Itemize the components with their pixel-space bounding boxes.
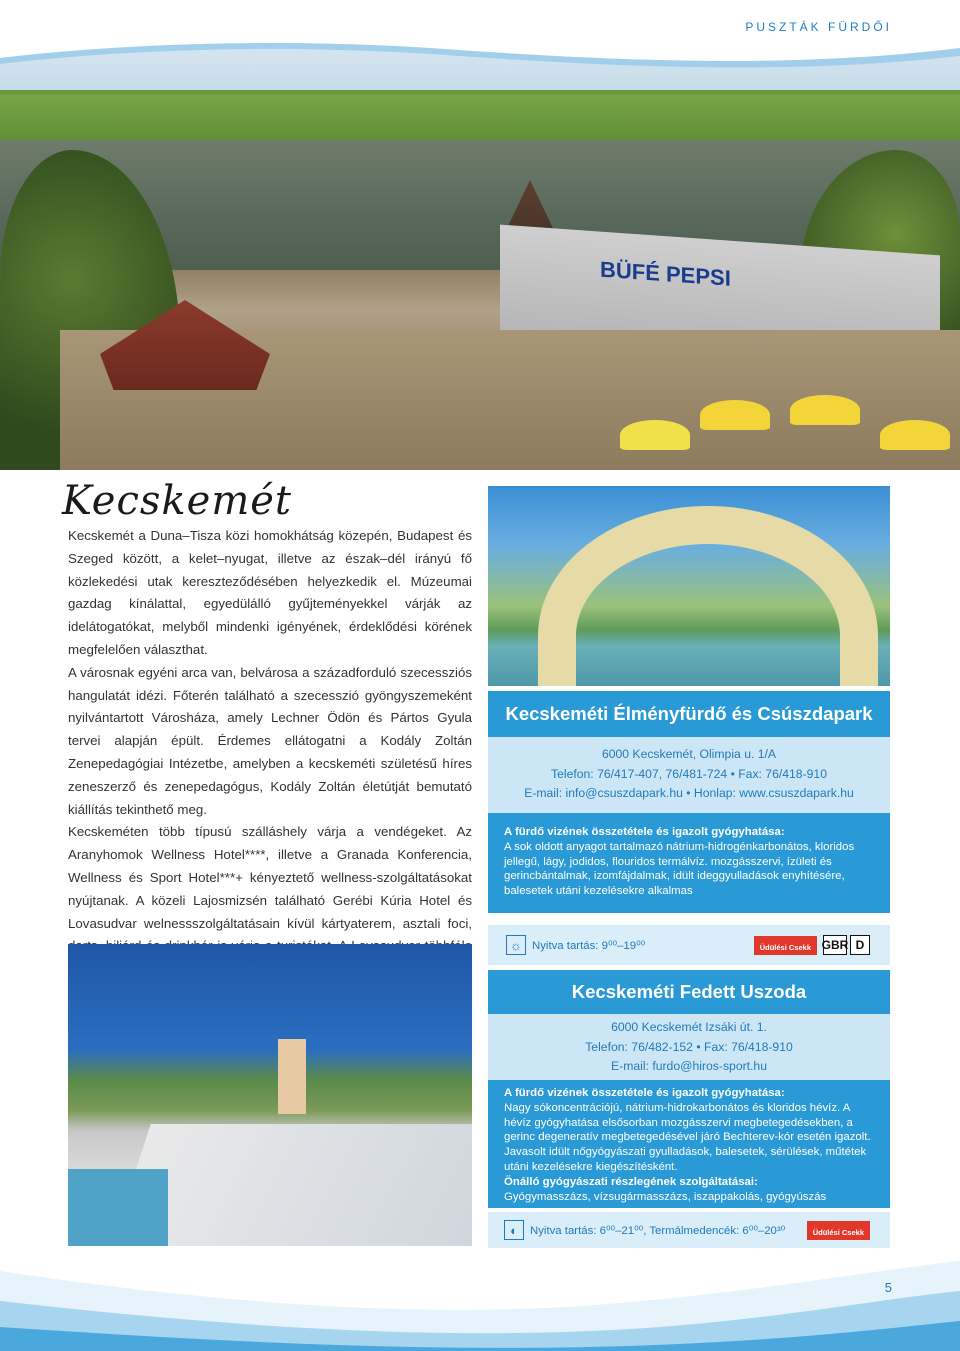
- top-wave-decoration: [0, 0, 960, 70]
- article-paragraph: Kecskemét a Duna–Tisza közi homokhátság közepén, Budapest és Szeged között, a kelet–nyugat, illetve az észak–dél irányú fő közlekedési utak kereszteződésében helyezkedik el. Múzeumai gazdag kínálattal, egyedülálló gyűjteményekkel várják az idelátogatókat, melyből mindenki igényének, érdeklődési körének megfelelően választhat.: [68, 528, 472, 657]
- venue2-services-heading: Önálló gyógyászati részlegének szolgáltatásai:: [504, 1175, 758, 1188]
- venue1-phone: Telefon: 76/417-407, 76/481-724 • Fax: 76/418-910: [551, 766, 827, 781]
- udulesi-csekk-badge: Üdülési Csekk: [754, 936, 817, 955]
- venue2-email[interactable]: E-mail: furdo@hiros-sport.hu: [611, 1059, 767, 1073]
- venue1-email[interactable]: E-mail: info@csuszdapark.hu • Honlap: www.csuszdapark.hu: [524, 786, 854, 800]
- bottom-wave-decoration: [0, 1231, 960, 1351]
- venue1-info-text: A sok oldott anyagot tartalmazó nátrium-hidrogénkarbonátos, kloridos jellegű, lágy, jodidos, flouridos termálvíz. mozgásszervi, ízületi és gerincbántalmak, izomfájdalmak, idült ideggyulladások enyhítésére, balesetek utáni kezelésekre alkalmas: [504, 840, 855, 898]
- venue2-contact: [488, 1014, 890, 1080]
- article-title: Kecskemét: [62, 478, 292, 524]
- venue1-info-heading: A fürdő vizének összetétele és igazolt gyógyhatása:: [504, 826, 785, 838]
- venue1-info: [488, 813, 890, 913]
- gbr-badge: GBR: [823, 935, 847, 955]
- venue2-info: [488, 1080, 890, 1208]
- article-paragraph: Kecskeméten több típusú szálláshely várja a vendégeket. Az Aranyhomok Wellness Hotel****, illetve a Granada Konferencia, Wellness és Sport Hotel***+ kényeztető wellness-szolgáltatásokat nyújtanak. A közeli Lajosmizsén található Gerébi Kúria Hotel és Lovasudvar welnessszolgáltatásain kívül kártyaterem, asztali foci,: [68, 824, 472, 931]
- article-paragraph: A városnak egyéni arca van, belvárosa a századforduló szecessziós hangulatát idézi. Főterén található a szecesszió gyöngyszemeként nyilvántartott Városháza, amely Lechner Ödön és Pártos Gyula tervei alapján épült. Érdemes ellátogatni a Kodály Zoltán Zenepedagógiai Intézetbe, amelyben a kecskeméti születésű híres zeneszerző és zenepedagógus, Kodály Zoltán életútját bemutató kiállítás tekinthető meg.: [68, 664, 472, 817]
- waterslide-photo: [68, 944, 472, 1246]
- udulesi-csekk-badge: Üdülési Csekk: [807, 1221, 870, 1240]
- hero-photo: [0, 0, 960, 470]
- venue1-contact: [488, 737, 890, 813]
- venue1-address: 6000 Kecskemét, Olimpia u. 1/A: [601, 747, 777, 761]
- venue1-footer: [488, 925, 890, 965]
- venue1-hours: Nyitva tartás: 9⁰⁰–19⁰⁰: [532, 940, 646, 952]
- venue2-info-text: Nagy sókoncentrációjú, nátrium-hidrokarbonátos és kloridos hévíz. A hévíz gyógyhatása elsősorban mozgásszervi megbetegedésekben, a gerinc degeneratív megbetegedésével járó Bechterev-kór esetén igazolt. Javasolt idült nőgyógyászati gyulladások, balesetek, sérülések, műtétek utáni kezelésekre kiegészítésként.: [504, 1101, 871, 1173]
- venue2-info-heading: A fürdő vizének összetétele és igazolt gyógyhatása:: [504, 1087, 785, 1099]
- venue2-phone: Telefon: 76/482-152 • Fax: 76/418-910: [585, 1039, 793, 1054]
- page-number: 5: [884, 1280, 892, 1295]
- section-header: PUSZTÁK FÜRDŐI: [745, 20, 892, 34]
- d-badge: D: [850, 935, 870, 955]
- sun-icon: ☼: [506, 935, 526, 955]
- sun-moon-icon: ◐: [504, 1220, 524, 1240]
- article-body: [68, 525, 472, 1004]
- venue1-title: Kecskeméti Élményfürdő és Csúszdapark: [488, 691, 890, 737]
- venue2-address: 6000 Kecskemét Izsáki út. 1.: [611, 1020, 767, 1034]
- venue2-title: Kecskeméti Fedett Uszoda: [488, 970, 890, 1014]
- venue2-services-text: Gyógymasszázs, vízsugármasszázs, iszappakolás, gyógyúszás: [504, 1190, 827, 1203]
- venue2-hours: Nyitva tartás: 6⁰⁰–21⁰⁰, Termálmedencék: 6⁰⁰–20³⁰: [530, 1225, 786, 1237]
- hero-sign: BÜFÉ PEPSI: [600, 256, 731, 291]
- slide-park-photo: [488, 486, 890, 686]
